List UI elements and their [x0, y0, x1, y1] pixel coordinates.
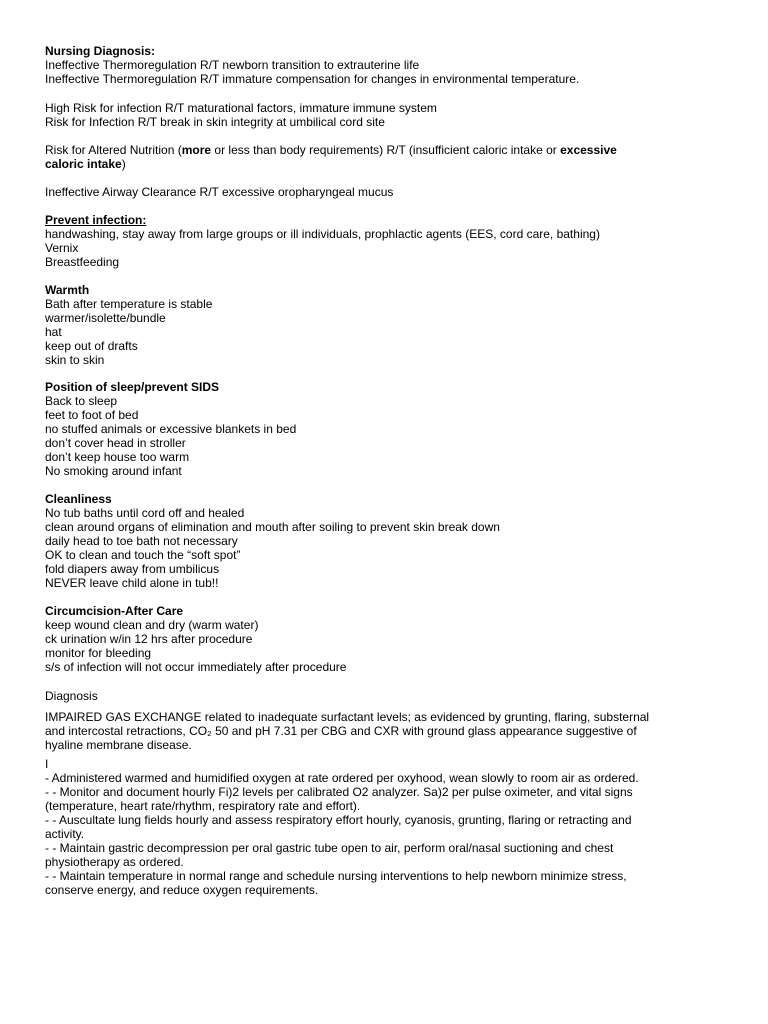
intervention-line: activity. [45, 827, 85, 841]
nursing-diagnosis-section [45, 44, 735, 86]
warmth-line: skin to skin [45, 353, 105, 367]
intervention-line: - - Maintain temperature in normal range and schedule nursing interventions to help newborn minimize stress, [45, 869, 627, 883]
cleanliness-line: NEVER leave child alone in tub!! [45, 576, 219, 590]
prevent-infection-line: Vernix [45, 241, 79, 255]
sleep-sids-line: No smoking around infant [45, 464, 182, 478]
cleanliness-line: fold diapers away from umbilicus [45, 562, 220, 576]
cleanliness-line: No tub baths until cord off and healed [45, 506, 245, 520]
warmth-line: keep out of drafts [45, 339, 138, 353]
intervention-line: conserve energy, and reduce oxygen requirements. [45, 883, 319, 897]
circumcision-line: s/s of infection will not occur immediately after procedure [45, 660, 347, 674]
sleep-sids-line: feet to foot of bed [45, 408, 139, 422]
intervention-line: (temperature, heart rate/rhythm, respiratory rate and effort). [45, 799, 361, 813]
diagnosis-body [45, 710, 735, 752]
infection-risk-section [45, 101, 735, 129]
cleanliness-heading: Cleanliness [45, 492, 112, 506]
intervention-line: - - Auscultate lung fields hourly and assess respiratory effort hourly, cyanosis, grunting, flaring or retracting and [45, 813, 632, 827]
nursing-diagnosis-heading: Nursing Diagnosis: [45, 44, 156, 58]
sleep-sids-line: don’t cover head in stroller [45, 436, 186, 450]
circumcision-section [45, 604, 735, 674]
cleanliness-section [45, 492, 735, 590]
nutrition-caloric-text: caloric intake [45, 157, 122, 171]
nursing-diagnosis-line: Ineffective Thermoregulation R/T newborn transition to extrauterine life [45, 58, 420, 72]
circumcision-line: ck urination w/in 12 hrs after procedure [45, 632, 253, 646]
warmth-line: Bath after temperature is stable [45, 297, 213, 311]
prevent-infection-line: handwashing, stay away from large groups or ill individuals, prophlactic agents (EES, cord care, bathing) [45, 227, 600, 241]
cleanliness-line: clean around organs of elimination and mouth after soiling to prevent skin break down [45, 520, 500, 534]
nursing-diagnosis-line: Ineffective Thermoregulation R/T immature compensation for changes in environmental temperature. [45, 72, 580, 86]
warmth-line: warmer/isolette/bundle [45, 311, 166, 325]
sleep-sids-line: Back to sleep [45, 394, 118, 408]
interventions-marker: I [45, 757, 49, 771]
warmth-line: hat [45, 325, 62, 339]
cleanliness-line: daily head to toe bath not necessary [45, 534, 238, 548]
nutrition-section [45, 143, 735, 171]
interventions-section [45, 757, 735, 897]
nutrition-line-1 [45, 143, 735, 157]
intervention-line: - - Monitor and document hourly Fi)2 levels per calibrated O2 analyzer. Sa)2 per pulse oximeter, and vital signs [45, 785, 633, 799]
sleep-sids-section [45, 380, 735, 478]
nutrition-more-text: more [181, 143, 212, 157]
prevent-infection-line: Breastfeeding [45, 255, 120, 269]
diagnosis-line: and intercostal retractions, CO₂ 50 and pH 7.31 per CBG and CXR with ground glass appearance suggestive of [45, 724, 637, 738]
diagnosis-section [45, 689, 735, 703]
diagnosis-heading: Diagnosis [45, 689, 98, 703]
sleep-sids-line: don’t keep house too warm [45, 450, 190, 464]
infection-risk-line: High Risk for infection R/T maturational factors, immature immune system [45, 101, 437, 115]
diagnosis-line: IMPAIRED GAS EXCHANGE related to inadequate surfactant levels; as evidenced by grunting, flaring, substernal [45, 710, 650, 724]
circumcision-line: keep wound clean and dry (warm water) [45, 618, 259, 632]
warmth-heading: Warmth [45, 283, 90, 297]
nutrition-excessive-text: excessive [560, 143, 617, 157]
prevent-infection-section [45, 213, 735, 269]
prevent-infection-heading: Prevent infection: [45, 213, 147, 227]
intervention-line: - Administered warmed and humidified oxygen at rate ordered per oxyhood, wean slowly to room air as ordered. [45, 771, 639, 785]
nutrition-line-2 [45, 157, 735, 171]
diagnosis-line: hyaline membrane disease. [45, 738, 192, 752]
intervention-line: physiotherapy as ordered. [45, 855, 184, 869]
infection-risk-line: Risk for Infection R/T break in skin integrity at umbilical cord site [45, 115, 385, 129]
nutrition-text: Risk for Altered Nutrition ( [45, 143, 182, 157]
circumcision-heading: Circumcision-After Care [45, 604, 184, 618]
airway-line: Ineffective Airway Clearance R/T excessive oropharyngeal mucus [45, 185, 394, 199]
circumcision-line: monitor for bleeding [45, 646, 152, 660]
cleanliness-line: OK to clean and touch the “soft spot” [45, 548, 241, 562]
warmth-section [45, 283, 735, 367]
sleep-sids-heading: Position of sleep/prevent SIDS [45, 380, 220, 394]
airway-section [45, 185, 735, 199]
nutrition-text: ) [121, 157, 126, 171]
sleep-sids-line: no stuffed animals or excessive blankets in bed [45, 422, 297, 436]
intervention-line: - - Maintain gastric decompression per oral gastric tube open to air, perform oral/nasal suctioning and chest [45, 841, 614, 855]
nutrition-text: or less than body requirements) R/T (insufficient caloric intake or [211, 143, 561, 157]
